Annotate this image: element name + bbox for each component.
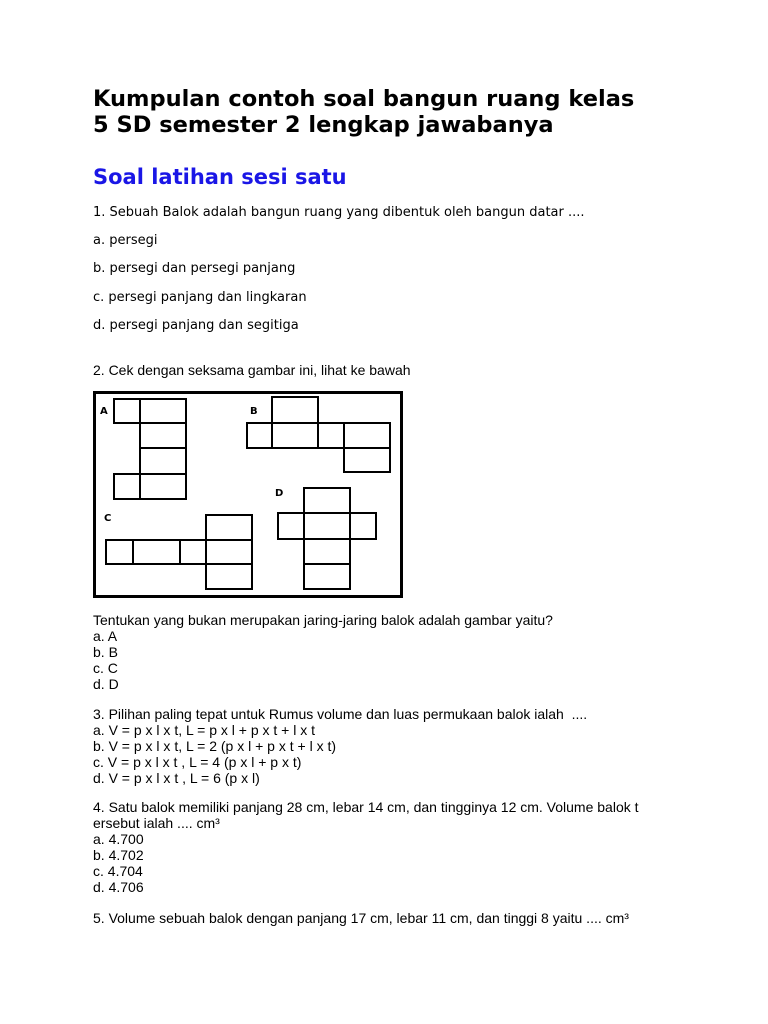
- q2-block: [93, 612, 693, 692]
- label-b: B: [250, 406, 258, 417]
- q2-question: 2. Cek dengan seksama gambar ini, lihat ke bawah: [93, 362, 411, 378]
- cuboid-nets-figure: [93, 391, 403, 598]
- q1-option-c: c. persegi panjang dan lingkaran: [93, 290, 307, 305]
- q4-block: [93, 799, 693, 895]
- q4-option-b: b. 4.702: [93, 847, 144, 863]
- q2-prompt: Tentukan yang bukan merupakan jaring-jaring balok adalah gambar yaitu?: [93, 612, 553, 628]
- q3-block: [93, 706, 693, 786]
- q1-option-a: a. persegi: [93, 233, 158, 248]
- q5-question: 5. Volume sebuah balok dengan panjang 17 cm, lebar 11 cm, dan tinggi 8 yaitu .... cm³: [93, 910, 629, 926]
- q4-question-line-2: ersebut ialah .... cm³: [93, 815, 220, 831]
- q1-question: 1. Sebuah Balok adalah bangun ruang yang dibentuk oleh bangun datar ....: [93, 205, 585, 220]
- q4-option-d: d. 4.706: [93, 879, 144, 895]
- q1-option-d: d. persegi panjang dan segitiga: [93, 318, 299, 333]
- label-a: A: [100, 406, 108, 417]
- title-line-2: 5 SD semester 2 lengkap jawabanya: [93, 112, 554, 138]
- section-title: Soal latihan sesi satu: [93, 165, 347, 189]
- title-line-1: Kumpulan contoh soal bangun ruang kelas: [93, 86, 635, 112]
- q2-option-a: a. A: [93, 628, 118, 644]
- label-d: D: [275, 488, 284, 499]
- q3-question: 3. Pilihan paling tepat untuk Rumus volume dan luas permukaan balok ialah ....: [93, 706, 588, 722]
- label-c: C: [104, 513, 112, 524]
- page-title: [93, 86, 713, 138]
- q4-option-c: c. 4.704: [93, 863, 143, 879]
- q3-option-b: b. V = p x l x t, L = 2 (p x l + p x t + l x t): [93, 738, 337, 754]
- q4-question-line-1: 4. Satu balok memiliki panjang 28 cm, lebar 14 cm, dan tingginya 12 cm. Volume balok t: [93, 799, 639, 815]
- q3-option-a: a. V = p x l x t, L = p x l + p x t + l x t: [93, 722, 316, 738]
- q2-option-b: b. B: [93, 644, 118, 660]
- q2-option-c: c. C: [93, 660, 118, 676]
- q3-option-d: d. V = p x l x t , L = 6 (p x l): [93, 770, 260, 786]
- q4-option-a: a. 4.700: [93, 831, 144, 847]
- q2-option-d: d. D: [93, 676, 119, 692]
- q1-option-b: b. persegi dan persegi panjang: [93, 261, 296, 276]
- q3-option-c: c. V = p x l x t , L = 4 (p x l + p x t): [93, 754, 302, 770]
